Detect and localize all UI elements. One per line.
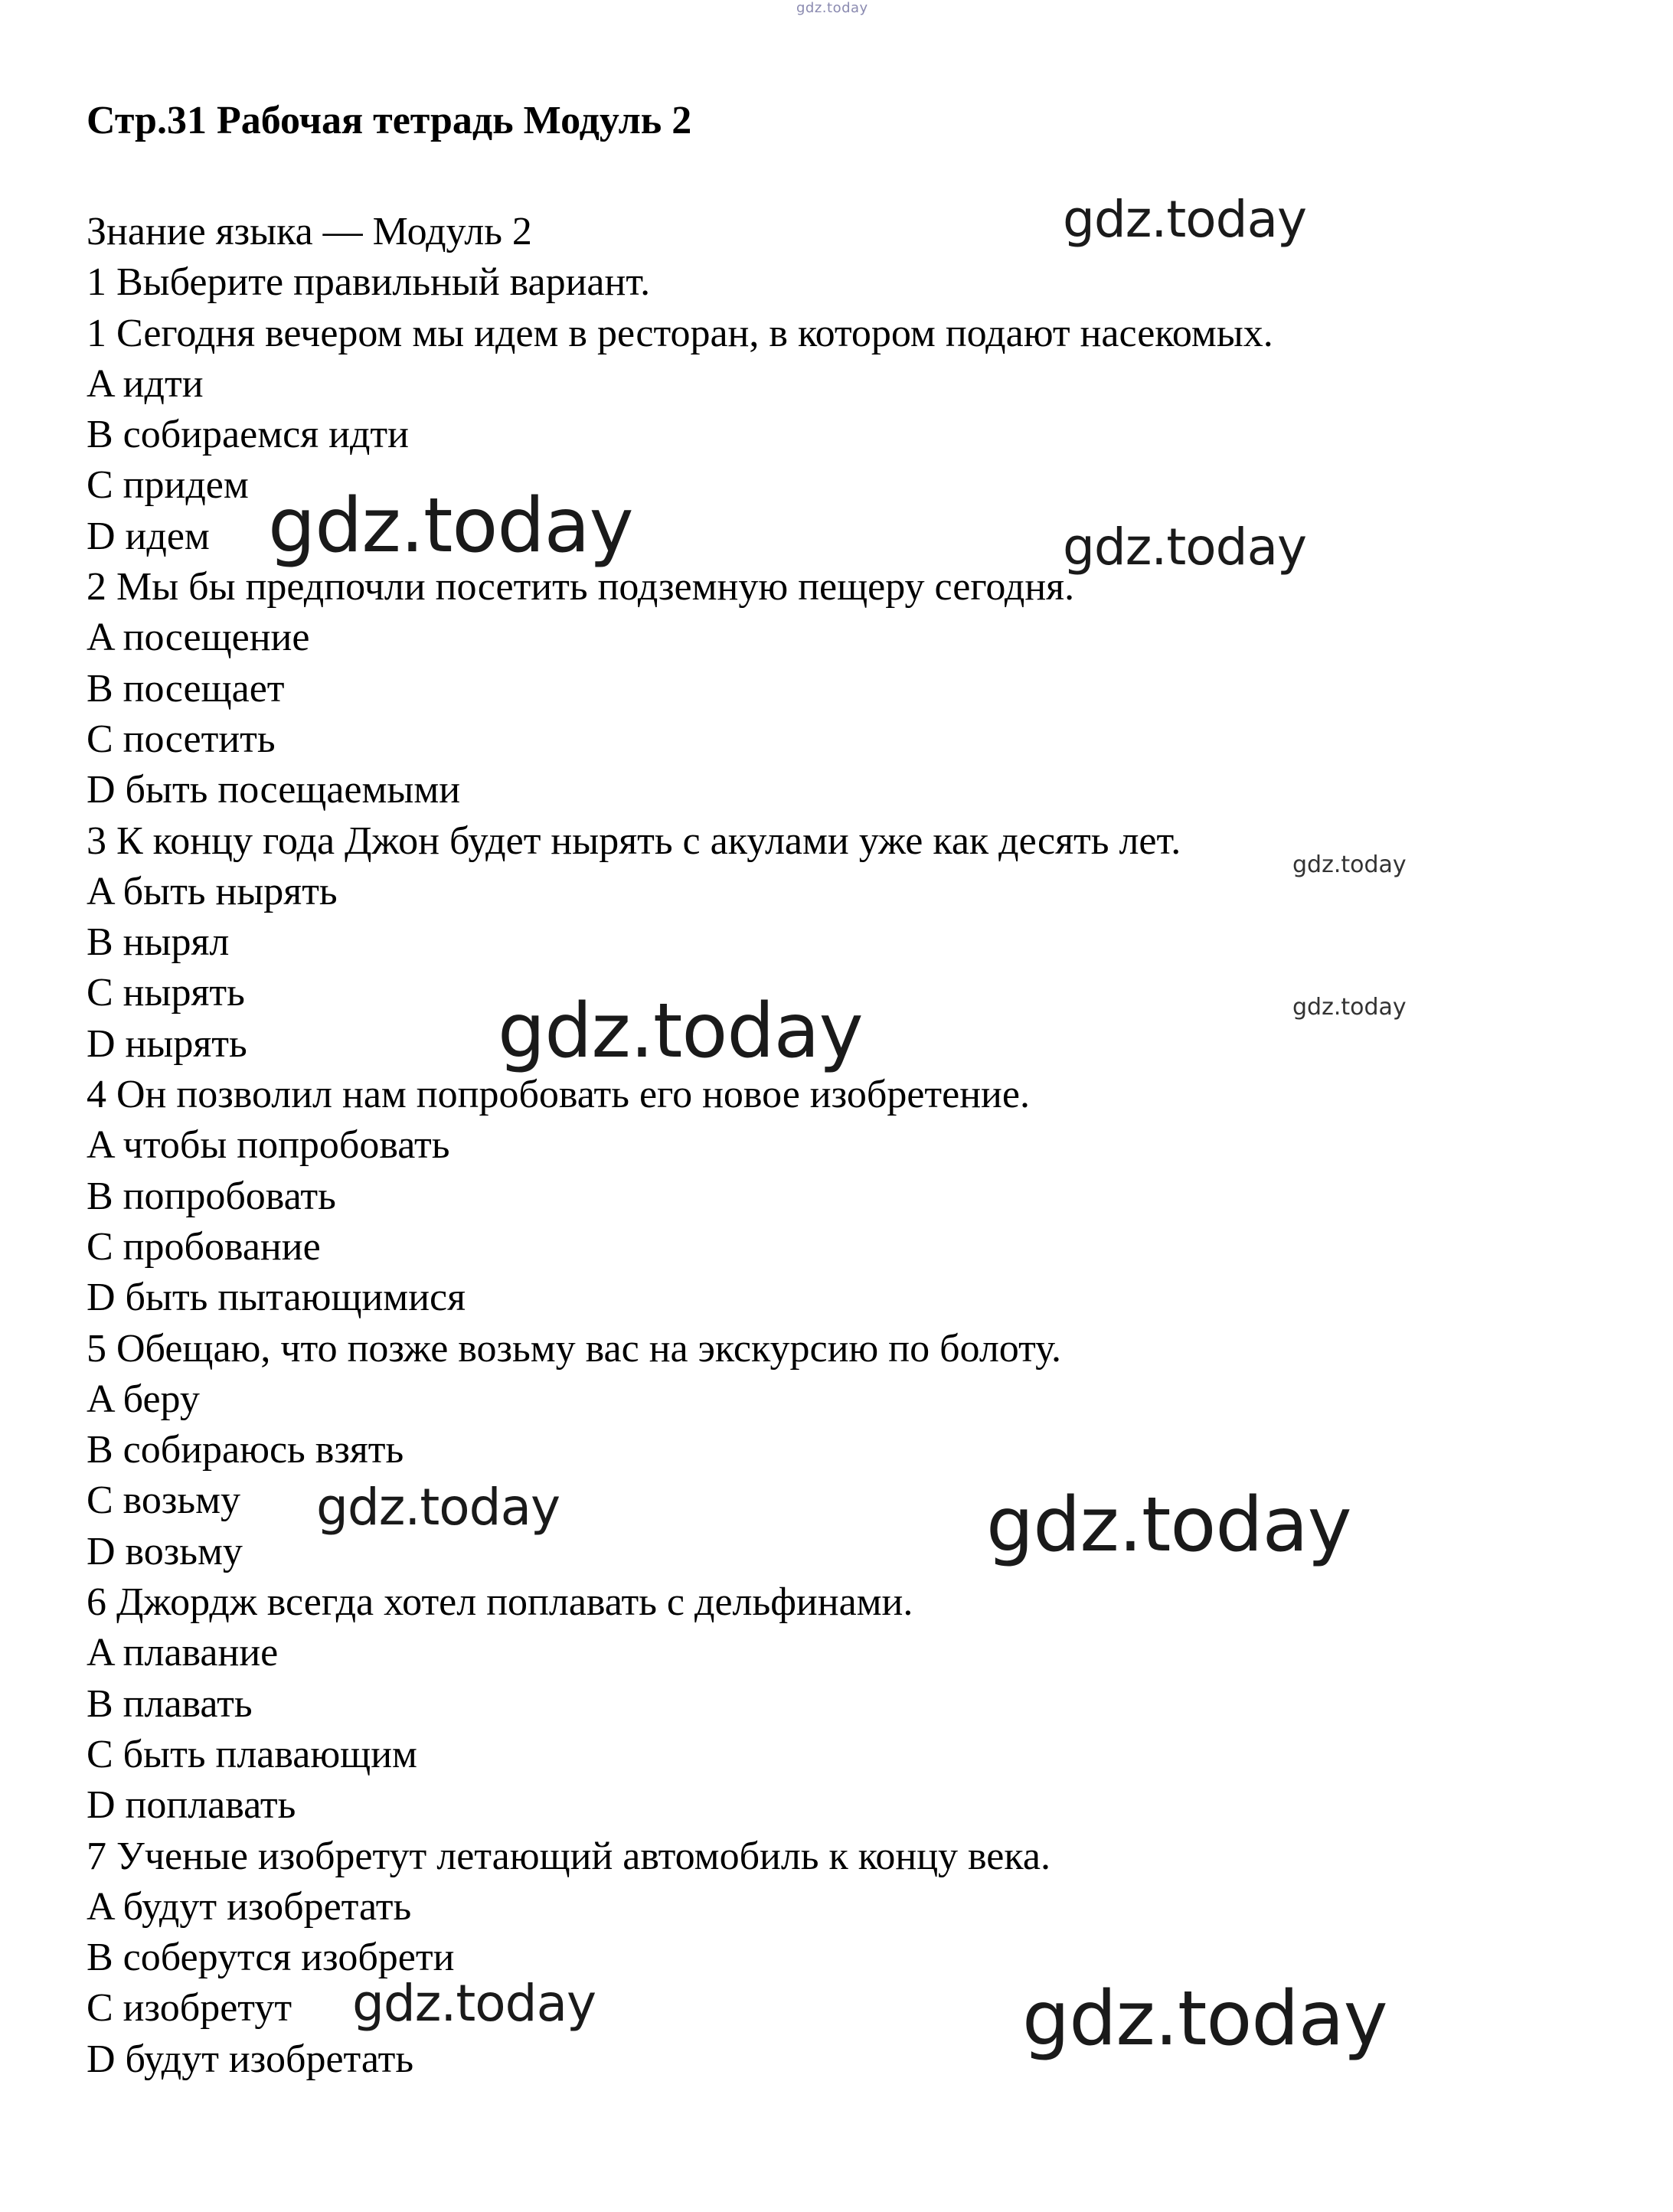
- option-6a: A плавание: [87, 1631, 279, 1675]
- watermark: gdz.today: [268, 482, 633, 570]
- option-6b: B плавать: [87, 1681, 253, 1726]
- page-title: Стр.31 Рабочая тетрадь Модуль 2: [87, 99, 692, 142]
- question-2: 2 Мы бы предпочли посетить подземную пещеру сегодня.: [87, 565, 1075, 609]
- option-3b: B нырял: [87, 920, 230, 965]
- task-instruction: 1 Выберите правильный вариант.: [87, 260, 651, 305]
- option-2c: C посетить: [87, 717, 276, 761]
- option-7b: B соберутся изобрети: [87, 1936, 455, 1980]
- question-5: 5 Обещаю, что позже возьму вас на экскурсию по болоту.: [87, 1326, 1061, 1371]
- option-3d: D нырять: [87, 1021, 247, 1066]
- watermark: gdz.today: [986, 1482, 1351, 1569]
- option-7c: C изобретут: [87, 1986, 292, 2031]
- watermark: gdz.today: [316, 1478, 560, 1537]
- option-6c: C быть плавающим: [87, 1732, 417, 1776]
- watermark: gdz.today: [1063, 190, 1307, 249]
- option-3a: A быть нырять: [87, 869, 338, 913]
- option-4c: C пробование: [87, 1224, 321, 1269]
- question-6: 6 Джордж всегда хотел поплавать с дельфинами.: [87, 1580, 913, 1625]
- watermark: gdz.today: [1063, 518, 1307, 577]
- watermark: gdz.today: [1022, 1975, 1387, 2063]
- watermark: gdz.today: [1292, 994, 1407, 1021]
- option-2a: A посещение: [87, 616, 310, 660]
- question-4: 4 Он позволил нам попробовать его новое изобретение.: [87, 1073, 1030, 1117]
- question-7: 7 Ученые изобретут летающий автомобиль к концу века.: [87, 1834, 1051, 1878]
- option-4d: D быть пытающимися: [87, 1276, 466, 1320]
- question-1: 1 Сегодня вечером мы идем в ресторан, в котором подают насекомых.: [87, 311, 1273, 355]
- option-6d: D поплавать: [87, 1783, 296, 1828]
- option-5a: A беру: [87, 1377, 200, 1421]
- option-4b: B попробовать: [87, 1174, 336, 1218]
- watermark: gdz.today: [498, 988, 863, 1075]
- question-3: 3 К концу года Джон будет нырять с акулами уже как десять лет.: [87, 818, 1181, 863]
- watermark: gdz.today: [1292, 851, 1407, 878]
- option-2d: D быть посещаемыми: [87, 768, 461, 812]
- option-1d: D идем: [87, 514, 210, 558]
- option-5c: C возьму: [87, 1478, 241, 1523]
- option-5b: B собираюсь взять: [87, 1428, 404, 1472]
- option-1b: B собираемся идти: [87, 413, 409, 457]
- section-heading: Знание языка — Модуль 2: [87, 210, 532, 253]
- option-3c: C нырять: [87, 971, 245, 1015]
- option-1a: A идти: [87, 361, 204, 406]
- option-7a: A будут изобретать: [87, 1884, 412, 1929]
- watermark: gdz.today: [352, 1974, 596, 2033]
- option-5d: D возьму: [87, 1529, 243, 1573]
- option-1c: C придем: [87, 463, 249, 508]
- option-7d: D будут изобретать: [87, 2037, 414, 2081]
- option-2b: B посещает: [87, 666, 285, 711]
- option-4a: A чтобы попробовать: [87, 1123, 450, 1168]
- top-watermark: gdz.today: [796, 0, 868, 16]
